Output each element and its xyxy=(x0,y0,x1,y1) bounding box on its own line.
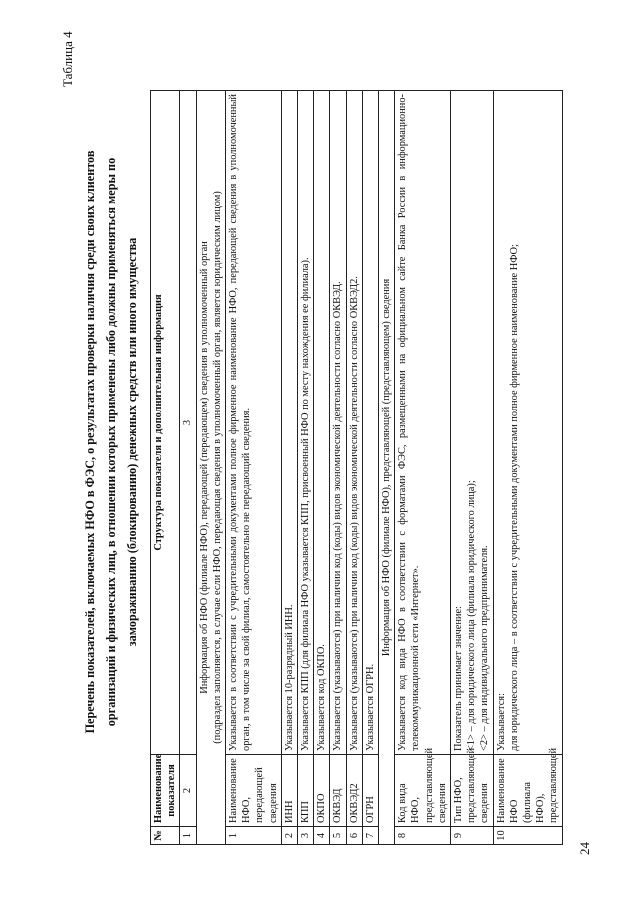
row-description: Указывается в соответствии с учредительными документами полное фирменное наименование НФО, передающей сведения в уполномоченный орган, в том числе за свой филиал, самостоятельно не передающий сведения. xyxy=(226,91,282,755)
section-2-title: Информация об НФО (филиале НФО), представляющей (представляющем) сведения xyxy=(381,278,393,657)
row-indicator-name: ОКПО xyxy=(314,755,330,827)
row-indicator-name: ОКВЭД2 xyxy=(346,755,362,827)
row-number: 10 xyxy=(493,827,562,845)
header-number-1: 1 xyxy=(180,827,196,845)
row-number: 4 xyxy=(314,827,330,845)
section-1-title: Информация об НФО (филиале НФО), передающей (передающем) сведения в уполномоченный орган xyxy=(198,241,210,694)
table-row xyxy=(493,91,562,845)
table-row xyxy=(281,91,297,845)
row-description: Указывается (указываются) при наличии код (коды) видов экономической деятельности согласно ОКВЭД. xyxy=(330,91,346,755)
table-row xyxy=(346,91,362,845)
table-row xyxy=(298,91,314,845)
table-row xyxy=(451,91,494,845)
document-title xyxy=(80,97,143,787)
row-description: Указывается 10-разрядный ИНН. xyxy=(281,91,297,755)
section-2-cell xyxy=(379,91,395,845)
row-indicator-name: ОКВЭД xyxy=(330,755,346,827)
row-description: Указывается КПП (для филиала НФО указывается КПП, присвоенный НФО по месту нахождения ее филиала). xyxy=(298,91,314,755)
description-line: для юридического лица – в соответствии с учредительными документами полное фирменное наименование НФО; xyxy=(508,244,520,751)
row-description: Указывается (указываются) при наличии код (коды) видов экономической деятельности согласно ОКВЭД2. xyxy=(346,91,362,755)
row-number: 7 xyxy=(362,827,378,845)
section-row xyxy=(379,91,395,845)
description-line: <1> – для юридического лица (филиала юридического лица); xyxy=(466,480,478,751)
header-name: Наименование показателя xyxy=(151,755,180,827)
section-row xyxy=(196,91,225,845)
table-row xyxy=(395,91,451,845)
table-row xyxy=(362,91,378,845)
description-line: <2> – для индивидуального предпринимателя. xyxy=(479,545,491,751)
row-description: Указывается код ОКПО. xyxy=(314,91,330,755)
table-row xyxy=(314,91,330,845)
title-line-1: Перечень показателей, включаемых НФО в ФЭС, о результатах проверки наличия среди своих клиентов xyxy=(83,150,97,734)
row-indicator-name: ОГРН xyxy=(362,755,378,827)
section-1-cell xyxy=(196,91,225,845)
description-line: Показатель принимает значение: xyxy=(453,606,465,751)
table-header-row xyxy=(151,91,180,845)
row-indicator-name: Код вида НФО, представляющей сведения xyxy=(395,755,451,827)
row-indicator-name: Наименование НФО (филиала НФО), представляющей xyxy=(493,755,562,827)
header-number-3: 3 xyxy=(180,91,196,755)
row-number: 9 xyxy=(451,827,494,845)
row-description xyxy=(451,91,494,755)
row-number: 8 xyxy=(395,827,451,845)
indicators-table xyxy=(150,90,563,845)
section-1-note: (подраздел заполняется, в случае если НФО, передающая сведения в уполномоченный орган, является юридическим лицом) xyxy=(211,191,223,744)
table-header-numbers-row xyxy=(180,91,196,845)
header-structure: Структура показателя и дополнительная информация xyxy=(151,91,180,755)
row-number: 6 xyxy=(346,827,362,845)
row-number: 5 xyxy=(330,827,346,845)
row-number: 1 xyxy=(226,827,282,845)
row-indicator-name: ИНН xyxy=(281,755,297,827)
title-line-2: организаций и физических лиц, в отношении которых применены либо должны применяться меры по xyxy=(104,157,118,727)
description-line: Указывается: xyxy=(495,693,507,751)
table-label: Таблица 4 xyxy=(60,31,75,87)
header-num: № xyxy=(151,827,180,845)
row-number: 2 xyxy=(281,827,297,845)
row-indicator-name: Наименование НФО, передающей сведения xyxy=(226,755,282,827)
row-indicator-name: Тип НФО, представляющей сведения xyxy=(451,755,494,827)
page-number: 24 xyxy=(577,842,592,855)
row-description: Указывается ОГРН. xyxy=(362,91,378,755)
row-number: 3 xyxy=(298,827,314,845)
row-indicator-name: КПП xyxy=(298,755,314,827)
title-line-3: замораживанию (блокированию) денежных средств или иного имущества xyxy=(125,237,139,647)
row-description: Указывается код вида НФО в соответствии с форматами ФЭС, размещенными на официальном сайте Банка России в информационно-телекоммуникационной сети «Интернет». xyxy=(395,91,451,755)
table-row xyxy=(330,91,346,845)
row-description xyxy=(493,91,562,755)
header-number-2: 2 xyxy=(180,755,196,827)
table-row xyxy=(226,91,282,845)
